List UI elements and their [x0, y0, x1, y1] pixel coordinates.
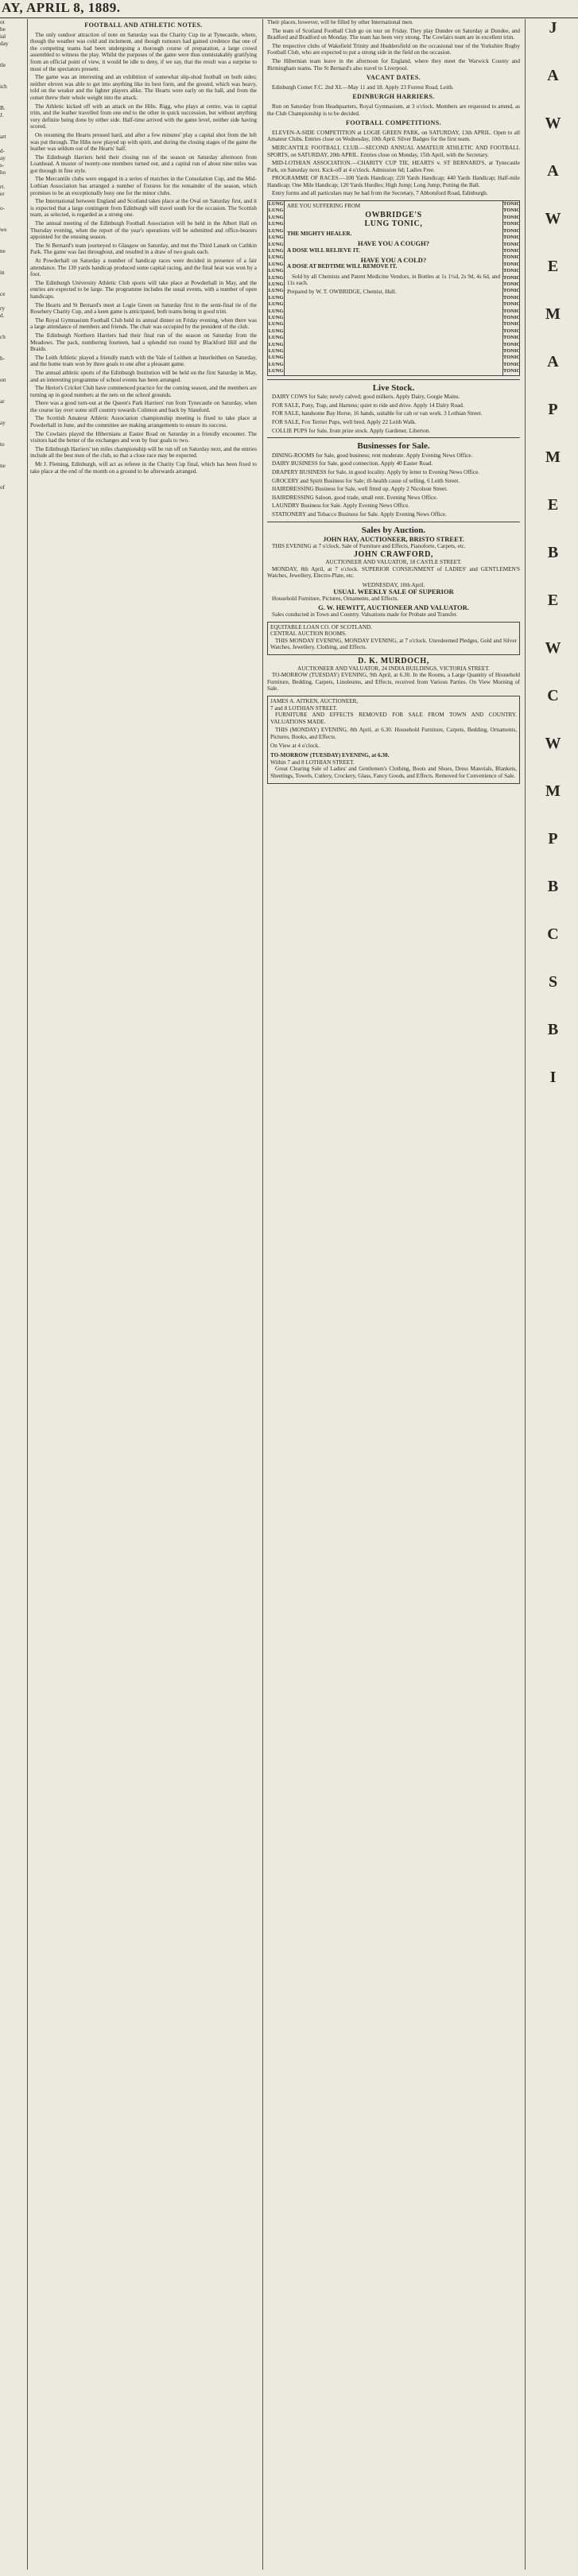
article-paragraph: The International between England and Scotland takes place at the Oval on Saturday first, and it is expected that a large contingent from Edinburgh will travel south for the occasion. The Scottish team, as selected, is regarded as a strong one.: [30, 198, 257, 219]
page-date-line: AY, APRIL 8, 1889.: [2, 0, 121, 15]
tonic-word: TONIC: [503, 301, 520, 308]
fragment-line: [0, 370, 24, 377]
tonic-word: TONIC: [503, 314, 520, 320]
business-notice: GROCERY and Spirit Business for Sale; ill-health cause of selling. 6 Leith Street.: [272, 477, 460, 484]
tonic-brand: OWBRIDGE'S: [365, 210, 422, 219]
divider: [267, 379, 520, 380]
notices-column: [267, 19, 520, 2570]
tonic-word: TONIC: [503, 241, 520, 247]
lung-word: LUNG: [268, 341, 284, 347]
business-notice: DINING-ROOMS for Sale, good business; rent moderate. Apply Evening News Office.: [272, 452, 473, 459]
fragment-line: [0, 391, 24, 398]
tonic-word-column: [503, 201, 519, 375]
fragment-line: ot: [0, 19, 5, 25]
tonic-word: TONIC: [503, 308, 520, 314]
fragment-line: [0, 126, 24, 134]
business-notice: DAIRY BUSINESS for Sale, good connection. Apply 40 Easter Road.: [272, 460, 433, 467]
tonic-word: TONIC: [503, 335, 520, 341]
fragment-line: [0, 177, 24, 184]
tonic-word: TONIC: [503, 355, 520, 361]
article-paragraph: The Heriot's Cricket Club have commenced practice for the coming season, and the members are turning up in good numbers at the nets on the school grounds.: [30, 385, 257, 398]
fragment-line: ho: [0, 169, 6, 176]
fragment-line: er: [0, 191, 5, 197]
fragment-line: [0, 91, 24, 98]
fragment-line: ar: [0, 398, 5, 405]
intro-paragraphs: [267, 28, 520, 72]
tonic-slogan: THE MIGHTY HEALER.: [287, 230, 352, 237]
competition-notice: ELEVEN-A-SIDE COMPETITION at LOGIE GREEN PARK, on SATURDAY, 13th APRIL. Open to all Amateur Clubs. Entries close on Wednesday, 10th April. Silver Badges for the first team.: [267, 129, 520, 143]
fragment-line: [0, 255, 24, 262]
fragment-letter: S: [548, 973, 558, 991]
article-paragraph: The Scottish Amateur Athletic Association championship meeting is fixed to take place at Powderhall in June, and the committee are making arrangements to ensure its success.: [30, 415, 257, 429]
crawford-advert: [267, 552, 520, 579]
article-paragraph: The game was an interesting and an exhibition of somewhat slip-shod football on both sides; neither eleven was able to get into anything like its best form, and the ground, which was heavy, told on the weaker and the lighter players alike. The Hearts were early on the ball, and from the outset threw their whole weight into the attack.: [30, 74, 257, 101]
tonic-word: TONIC: [503, 208, 520, 214]
fragment-letter: A: [547, 353, 559, 370]
football-notes-column: [30, 19, 257, 2570]
tonic-word: TONIC: [503, 328, 520, 334]
article-paragraph: The Edinburgh University Athletic Club sports will take place at Powderhall in May, and the entries are expected to be large. The programme includes the usual events, with a number of open handicaps.: [30, 279, 257, 300]
fragment-line: day: [0, 41, 9, 47]
tonic-word: TONIC: [503, 361, 520, 367]
fragment-letter: W: [545, 210, 561, 227]
fragment-line: ay: [0, 155, 6, 161]
murdoch-sub: AUCTIONEER AND VALUATOR, 24 INDIA BUILDINGS, VICTORIA STREET.: [297, 665, 490, 672]
left-column-fragment: [0, 19, 24, 2570]
column-rule-left: [27, 19, 28, 2570]
fragment-line: in: [0, 270, 5, 276]
fragment-letter: P: [548, 830, 558, 848]
fragment-line: [0, 405, 24, 413]
lung-word: LUNG: [268, 201, 284, 208]
right-column-fragment: [528, 19, 578, 2570]
fragment-letter: E: [547, 592, 559, 609]
lung-word: LUNG: [268, 241, 284, 247]
fragment-line: on: [0, 377, 6, 383]
weekly-text: Household Furniture, Pictures, Ornaments, and Effects.: [272, 595, 399, 602]
fragment-letter: W: [545, 639, 561, 657]
competition-notice: PROGRAMME OF RACES.—100 Yards Handicap; 220 Yards Handicap; 440 Yards Handicap; Half-mile Handicap; One Mile Handicap; 120 Yards Hurdles; High Jump; Long Jump; Putting the Ball.: [267, 175, 520, 188]
lung-word: LUNG: [268, 281, 284, 287]
fragment-line: [0, 384, 24, 391]
lung-word-column: [268, 201, 284, 375]
fragment-line: ce: [0, 291, 6, 297]
business-list: [267, 452, 520, 518]
equitable-loan-advert: [267, 622, 520, 655]
article-paragraph: The Hearts and St Bernard's meet at Logie Green on Saturday first in the semi-final tie of the Rosebery Charity Cup, and a keen game is anticipated, both teams being in good trim.: [30, 301, 257, 316]
equitable-sub: CENTRAL AUCTION ROOMS.: [270, 630, 347, 638]
tonic-sold-line: Sold by all Chemists and Patent Medicine Vendors, in Bottles at 1s 1½d, 2s 9d, 4s 6d, and 11s each.: [287, 273, 500, 287]
competition-notice: Entry forms and all particulars may be had from the Secretary, 7 Abbotsford Road, Edinburgh.: [272, 190, 488, 197]
intro-paragraph: The respective clubs of Wakefield Trinity and Huddersfield on the occasional tour of the Yorkshire Rugby Football Club, who are expected to put a strong side in the field on the occasion.: [267, 42, 520, 56]
fragment-line: [0, 98, 24, 105]
fragment-letter: C: [547, 925, 559, 943]
tomorrow-text: Great Clearing Sale of Ladies' and Gentlemen's Clothing, Boots and Shoes, Dress Materials, Blankets, Sheetings, Towels, Cutlery, Crockery, Glass, Fancy Goods, and Effects. Removed for Convenience of Sale.: [270, 766, 517, 779]
lung-word: LUNG: [268, 314, 284, 320]
fragment-letter: P: [548, 401, 558, 418]
fragment-line: [0, 141, 24, 148]
murdoch-name: D. K. MURDOCH,: [358, 657, 429, 666]
article-paragraph: The Leith Athletic played a friendly match with the Vale of Leithen at Innerleithen on Saturday, and the home team won by three goals to one after a pleasant game.: [30, 354, 257, 368]
livestock-list: [267, 394, 520, 434]
aitken-view: On View at 4 o'clock.: [270, 742, 320, 749]
fragment-line: [0, 219, 24, 227]
aitken-text-2: THIS (MONDAY) EVENING, 8th April, at 6.30. Household Furniture, Carpets, Bedding, Ornaments, Pictures, Books, and Effects.: [270, 727, 517, 740]
fragment-line: [0, 456, 24, 463]
article-paragraph: At Powderhall on Saturday a number of handicap races were decided in presence of a fair attendance. The 130 yards handicap produced some capital racing, and the final heat was won by a foot.: [30, 258, 257, 278]
fragment-line: of: [0, 484, 5, 491]
article-paragraph: The Cowlairs played the Hibernians at Easter Road on Saturday in a friendly encounter. The visitors had the better of the exchanges and won by four goals to two.: [30, 430, 257, 444]
tonic-word: TONIC: [503, 227, 520, 234]
fragment-letter: B: [547, 544, 559, 561]
article-paragraph: On resuming the Hearts pressed hard, and after a few minutes' play a capital shot from the left was put through. The Hibs now played up with spirit, and during the closing stages of the game the leather was seldom out of the Hearts' half.: [30, 131, 257, 153]
business-notice: DRAPERY BUSINESS for Sale, in good locality. Apply by letter to Evening News Office.: [272, 468, 480, 475]
aitken-sub: 7 and 8 LOTHIAN STREET.: [270, 704, 338, 712]
divider: [267, 437, 520, 438]
fragment-line: [0, 448, 24, 456]
harriers-heading: EDINBURGH HARRIERS.: [352, 93, 435, 101]
lung-word: LUNG: [268, 321, 284, 328]
fragment-line: art: [0, 134, 6, 140]
hewitt-name: G. W. HEWITT, AUCTIONEER AND VALUATOR.: [318, 603, 469, 612]
aitken-name: JAMES A. AITKEN, AUCTIONEER,: [270, 698, 359, 704]
tonic-word: TONIC: [503, 268, 520, 274]
lung-word: LUNG: [268, 214, 284, 220]
fragment-line: [0, 198, 24, 205]
column-rule-right: [525, 19, 526, 2570]
fragment-letter: W: [545, 735, 561, 752]
fragment-line: [0, 119, 24, 126]
fragment-line: be: [0, 26, 6, 33]
article-paragraph: The Edinburgh Harriers held their closing run of the season on Saturday afternoon from Loanhead. A muster of twenty-one members turned out, and a capital run of about nine miles was got through in fine style.: [30, 153, 257, 174]
intro-paragraph: The Hibernian team leave in the afternoon for England, where they meet the Warwick County and Birmingham teams. The St Bernard's also travel to Liverpool.: [267, 57, 520, 72]
fragment-line: ry: [0, 305, 5, 312]
tonic-relieve-line: A DOSE WILL RELIEVE IT.: [287, 247, 360, 254]
fragment-line: s-: [0, 162, 5, 169]
fragment-line: [0, 262, 24, 270]
competition-notice: MERCANTILE FOOTBALL CLUB.—SECOND ANNUAL AMATEUR ATHLETIC AND FOOTBALL SPORTS, on SATURDAY, 20th APRIL. Entries close on Monday, 15th April, with the Secretary.: [267, 144, 520, 158]
crawford-name: JOHN CRAWFORD,: [353, 550, 434, 560]
hewitt-advert: [267, 604, 520, 618]
fragment-line: [0, 55, 24, 62]
article-paragraph: The St Bernard's team journeyed to Glasgow on Saturday, and met the Third Lanark on Cathkin Park. The game was fast throughout, and resulted in a draw of two goals each.: [30, 242, 257, 256]
tonic-word: TONIC: [503, 321, 520, 328]
weekly-sale-advert: [267, 582, 520, 603]
fragment-line: [0, 413, 24, 420]
fragment-line: d.: [0, 312, 5, 319]
tonic-word: TONIC: [503, 348, 520, 354]
fragment-line: ich: [0, 83, 7, 90]
fragment-line: d-: [0, 148, 5, 154]
article-paragraph: The Edinburgh Harriers' ten miles championship will be run off on Saturday next, and the entries include all the best men of the club, so that a close race may be expected.: [30, 445, 257, 460]
fragment-line: tle: [0, 62, 6, 68]
fragment-line: [0, 320, 24, 327]
fragment-line: [0, 284, 24, 291]
tonic-word: TONIC: [503, 235, 520, 241]
fragment-letter: W: [545, 114, 561, 132]
article-paragraph: The Royal Gymnasium Football Club held its annual dinner on Friday evening, when there was a large attendance of members and friends. The chair was occupied by the president of the club.: [30, 316, 257, 331]
lung-word: LUNG: [268, 348, 284, 354]
equitable-text: THIS MONDAY EVENING, MONDAY EVENING, at 7 o'clock. Unredeemed Pledges, Gold and Silver Watches, Jewellery, Clothing, and Effects.: [270, 637, 517, 651]
crawford-text: MONDAY, 8th April, at 7 o'clock. SUPERIOR CONSIGNMENT of LADIES' and GENTLEMEN'S Watches, Jewellery, Electro-Plate, etc.: [267, 565, 520, 580]
business-notice: STATIONERY and Tobacco Business for Sale. Apply Evening News Office.: [272, 510, 447, 518]
auction-heading: Sales by Auction.: [361, 525, 426, 535]
fragment-line: [0, 491, 24, 499]
fragment-letter: M: [545, 782, 561, 800]
tomorrow-line-1: TO-MORROW (TUESDAY) EVENING, at 6.30.: [270, 752, 390, 759]
lung-word: LUNG: [268, 235, 284, 241]
football-notes-heading: FOOTBALL AND ATHLETIC NOTES.: [84, 21, 203, 29]
lung-word: LUNG: [268, 247, 284, 254]
fragment-line: [0, 212, 24, 219]
competitions-list: [267, 130, 520, 197]
fragment-line: ial: [0, 33, 6, 40]
article-paragraph: There was a good turn-out at the Queen's Park Harriers' run from Tynecastle on Saturday, when the course lay over some stiff country towards Colinton and back by Slateford.: [30, 400, 257, 413]
lung-word: LUNG: [268, 294, 284, 301]
competition-notice: MID-LOTHIAN ASSOCIATION.—CHARITY CUP TIE, HEARTS v. ST BERNARD'S, at Tynecastle Park, on Saturday next. Kick-off at 4 o'clock. Admission 6d; Ladies Free.: [267, 160, 520, 173]
hewitt-text: Sales conducted in Town and Country. Valuations made for Probate and Transfer.: [272, 611, 458, 619]
fragment-line: [0, 277, 24, 284]
fragment-line: [0, 348, 24, 355]
fragment-line: o-: [0, 205, 5, 211]
lung-tonic-advert: [267, 200, 520, 376]
intro-line: Their places, however, will be filled by other International men.: [267, 19, 413, 25]
hay-name: JOHN HAY, AUCTIONEER, BRISTO STREET.: [323, 535, 464, 544]
fragment-line: to: [0, 441, 5, 448]
intro-paragraph: The team of Scotland Football Club go on tour on Friday. They play Dundee on Saturday at Dundee, and Bradford and Bradford on Monday. The team has been very strong. The Cowlairs team are in excellent trim.: [267, 27, 520, 41]
hay-text: THIS EVENING at 7 o'clock. Sale of Furniture and Effects, Pianoforte, Carpets, etc.: [272, 542, 466, 549]
lung-word: LUNG: [268, 355, 284, 361]
fragment-letter: I: [549, 1069, 557, 1086]
football-notes-body: [30, 32, 257, 475]
fragment-line: [0, 434, 24, 441]
vacant-dates-heading: VACANT DATES.: [366, 74, 421, 82]
lung-word: LUNG: [268, 328, 284, 334]
fragment-line: ch: [0, 334, 6, 340]
lung-word: LUNG: [268, 221, 284, 227]
fragment-line: ne: [0, 463, 6, 469]
fragment-line: [0, 298, 24, 305]
article-paragraph: The Athletic kicked off with an attack on the Hibs. Rigg, who plays at centre, was in capital trim, and the leather travelled from one end to the other in quick succession, but without anything very definite being done by either side. Half-time arrived with the game level, neither side having scored.: [30, 103, 257, 130]
tonic-word: TONIC: [503, 294, 520, 301]
tomorrow-line-2: Within 7 and 8 LOTHIAN STREET.: [270, 758, 355, 766]
fragment-line: we: [0, 227, 7, 233]
harriers-text: Run on Saturday from Headquarters, Royal Gymnasium, at 3 o'clock. Members are requested to attend, as the Club Championship is to be decided.: [267, 103, 520, 117]
fragment-line: [0, 76, 24, 83]
crawford-sub: AUCTIONEER AND VALUATOR, 18 CASTLE STREET.: [325, 558, 462, 565]
lung-word: LUNG: [268, 288, 284, 294]
murdoch-advert: [267, 658, 520, 692]
hay-advert: [267, 536, 520, 549]
fragment-line: ne: [0, 248, 6, 254]
lung-word: LUNG: [268, 254, 284, 261]
lung-word: LUNG: [268, 208, 284, 214]
fragment-line: [0, 470, 24, 477]
tonic-word: TONIC: [503, 341, 520, 347]
tonic-word: TONIC: [503, 214, 520, 220]
tonic-word: TONIC: [503, 281, 520, 287]
fragment-letter: A: [547, 67, 559, 84]
article-paragraph: The annual athletic sports of the Edinburgh Institution will be held on the first Saturday in May, and an interesting programme of school events has been arranged.: [30, 369, 257, 383]
tonic-word: TONIC: [503, 221, 520, 227]
lung-word: LUNG: [268, 308, 284, 314]
article-paragraph: Mr J. Fleming, Edinburgh, will act as referee in the Charity Cup final, which has been fixed to take place at the end of the month on a ground to be afterwards arranged.: [30, 461, 257, 475]
column-rule-middle: [262, 19, 263, 2570]
livestock-heading: Live Stock.: [372, 382, 415, 393]
fragment-letter: M: [545, 448, 561, 466]
lung-tonic-body: [284, 201, 503, 375]
fragment-letter: C: [547, 687, 559, 704]
business-notice: HAIRDRESSING Business for Sale, well fitted up. Apply 2 Nicolson Street.: [272, 486, 448, 493]
tonic-word: TONIC: [503, 247, 520, 254]
tonic-word: TONIC: [503, 261, 520, 267]
business-heading: Businesses for Sale.: [357, 441, 430, 452]
lung-word: LUNG: [268, 361, 284, 367]
murdoch-text: TO-MORROW (TUESDAY) EVENING, 9th April, at 6.30. In the Rooms, a Large Quantity of Household Furniture, Bedding, Carpets, Linoleums, and Effects, received from Various Parties. On View Morning of Sale.: [267, 672, 520, 692]
article-paragraph: The annual meeting of the Edinburgh Football Association will be held in the Albert Hall on Thursday evening, when the report of the year's operations will be submitted and office-bearers appointed for the ensuing season.: [30, 220, 257, 241]
aitken-advert: [267, 696, 520, 784]
fragment-line: [0, 48, 24, 55]
article-paragraph: The Edinburgh Northern Harriers had their final run of the season on Saturday from the Meadows. The pack, numbering fourteen, had a splendid run round by Blackford Hill and the Braids.: [30, 332, 257, 353]
equitable-name: EQUITABLE LOAN CO. OF SCOTLAND.: [270, 623, 372, 630]
fragment-letter: M: [545, 305, 561, 323]
lung-word: LUNG: [268, 268, 284, 274]
aitken-text: FURNITURE AND EFFECTS REMOVED FOR SALE FROM TOWN AND COUNTRY. VALUATIONS MADE.: [270, 712, 517, 725]
tonic-word: TONIC: [503, 201, 520, 208]
livestock-notice: FOR SALE, handsome Bay Horse, 16 hands, suitable for cab or van work. 3 Lothian Street.: [272, 410, 483, 417]
tonic-line-1: ARE YOU SUFFERING FROM: [287, 203, 361, 210]
weekly-date: WEDNESDAY, 10th April.: [362, 581, 425, 588]
fragment-line: [0, 327, 24, 334]
lung-word: LUNG: [268, 227, 284, 234]
vacant-dates-text: Edinburgh Comet F.C. 2nd XI.—May 11 and 18. Apply 23 Forrest Road, Leith.: [272, 83, 454, 91]
tonic-word: TONIC: [503, 254, 520, 261]
fragment-line: [0, 241, 24, 248]
business-notice: HAIRDRESSING Saloon, good trade, small rent. Evening News Office.: [272, 494, 438, 501]
tonic-product: LUNG TONIC,: [364, 219, 423, 229]
fragment-line: rt.: [0, 184, 6, 190]
tonic-cold-line: HAVE YOU A COLD?: [360, 255, 427, 264]
livestock-notice: FOR SALE, Pony, Trap, and Harness; quiet to ride and drive. Apply 14 Dalry Road.: [272, 402, 464, 409]
fragment-line: [0, 341, 24, 348]
lung-word: LUNG: [268, 335, 284, 341]
article-paragraph: The Mercantile clubs were engaged in a series of matches in the Consolation Cup, and the Mid-Lothian Association has arranged a number of fixtures for the remainder of the season, which promises to be an exceptionally busy one for the minor clubs.: [30, 176, 257, 196]
fragment-letter: J: [549, 19, 557, 37]
fragment-line: [0, 477, 24, 484]
fragment-line: [0, 234, 24, 241]
fragment-line: [0, 499, 24, 506]
lung-word: LUNG: [268, 274, 284, 281]
article-paragraph: The only outdoor attraction of note on Saturday was the Charity Cup tie at Tynecastle, where, though the weather was cold and inclement, and though rumours had gained credence that one of the competing teams had been undergoing a thorough course of preparation, a large crowd assembled to witness the play. Whilst the purposes of the game were thus unmistakably gratifying from an official point of view, it would be idle to deny, if we say, that the result was a surprise to most of the spectators present.: [30, 31, 257, 72]
competitions-heading: FOOTBALL COMPETITIONS.: [346, 119, 441, 127]
fragment-line: h-: [0, 355, 5, 362]
fragment-letter: B: [547, 878, 559, 895]
weekly-title: USUAL WEEKLY SALE OF SUPERIOR: [333, 588, 454, 596]
masthead: [0, 0, 578, 18]
livestock-notice: DAIRY COWS for Sale; newly calved; good milkers. Apply Dairy, Gorgie Mains.: [272, 394, 460, 401]
fragment-line: [0, 363, 24, 370]
business-notice: LAUNDRY Business for Sale. Apply Evening News Office.: [272, 502, 410, 510]
fragment-letter: E: [547, 258, 559, 275]
fragment-line: B.: [0, 105, 6, 111]
fragment-line: [0, 427, 24, 434]
tonic-remove-line: A DOSE AT BEDTIME WILL REMOVE IT.: [287, 263, 398, 270]
livestock-notice: FOR SALE, Fox Terrier Pups, well bred. Apply 22 Leith Walk.: [272, 419, 417, 425]
fragment-letter: A: [547, 162, 559, 180]
tonic-word: TONIC: [503, 274, 520, 281]
fragment-line: [0, 69, 24, 76]
fragment-line: J.: [0, 112, 4, 118]
tonic-word: TONIC: [503, 368, 520, 374]
fragment-letter: B: [547, 1021, 559, 1038]
fragment-line: ay: [0, 420, 6, 426]
livestock-notice: COLLIE PUPS for Sale, from prize stock. Apply Gardener, Liberton.: [272, 427, 431, 434]
fragment-letter: E: [547, 496, 559, 514]
tonic-cough-line: HAVE YOU A COUGH?: [358, 239, 429, 248]
lung-word: LUNG: [268, 368, 284, 374]
tonic-maker-line: Prepared by W. T. OWBRIDGE, Chemist, Hull.: [287, 289, 397, 295]
lung-word: LUNG: [268, 301, 284, 308]
tonic-word: TONIC: [503, 288, 520, 294]
lung-word: LUNG: [268, 261, 284, 267]
